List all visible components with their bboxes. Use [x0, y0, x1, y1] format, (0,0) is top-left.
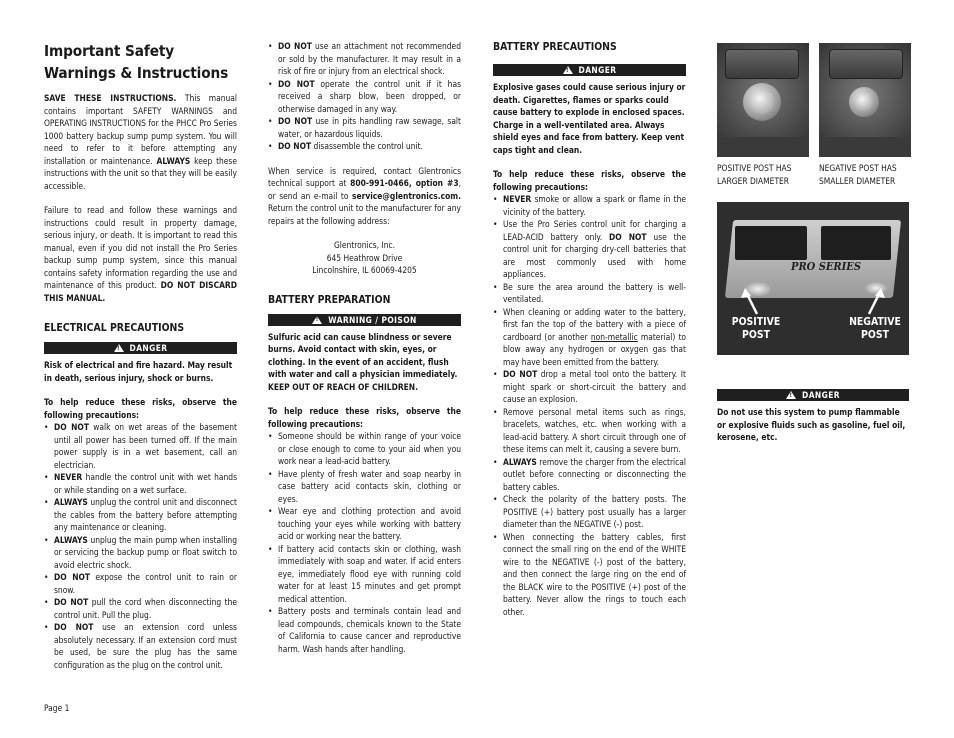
service-paragraph: When service is required, contact Glentronics technical support at 800-991-0466, option #3, or send an e-mail to service@glentronics.com. Return the control unit to the manufacturer for any repairs at the following address:	[268, 165, 461, 226]
warning-banner: !WARNING / POISON	[268, 314, 461, 326]
page-title: Important Safety Warnings & Instructions	[44, 42, 229, 82]
help-heading: To help reduce these risks, observe the following precautions:	[268, 406, 461, 429]
warning-triangle-icon	[114, 344, 124, 352]
list-item: • ALWAYS unplug the main pump when installing or servicing the backup pump or float switch to avoid electric shock.	[44, 534, 237, 572]
negative-post-label: NEGATIVE POST	[849, 316, 901, 341]
warning-triangle-icon	[312, 316, 322, 324]
list-item: • ALWAYS unplug the control unit and disconnect the cables from the battery before attempting any maintenance or cleaning.	[44, 496, 237, 534]
positive-post-photo	[717, 43, 809, 157]
list-item: • DO NOT use an attachment not recommended or sold by the manufacturer. It may result in a risk of fire or injury from an electrical shock.	[268, 40, 461, 78]
electrical-precautions-heading: ELECTRICAL PRECAUTIONS	[44, 322, 185, 334]
list-item: • Wear eye and clothing protection and avoid touching your eyes while working with battery acid or working near the battery.	[268, 505, 461, 543]
list-item: • Check the polarity of the battery posts. The POSITIVE (+) battery post usually has a larger diameter than the NEGATIVE (-) post.	[493, 493, 686, 531]
failure-paragraph: Failure to read and follow these warnings and instructions could result in property damage, serious injury, or death. It is important to read this manual, even if you did not install the Pro Series backup sump pump system, since this manual contains safety information regarding the use and maintenance of this product. DO NOT DISCARD THIS MANUAL.	[44, 205, 237, 303]
negative-post-caption: NEGATIVE POST HAS SMALLER DIAMETER	[819, 163, 897, 186]
list-item: • DO NOT operate the control unit if it has received a sharp blow, been dropped, or otherwise damaged in any way.	[268, 78, 461, 116]
battery-preparation-heading: BATTERY PREPARATION	[268, 293, 391, 306]
list-item: • Use the Pro Series control unit for charging a LEAD-ACID battery only. DO NOT use the control unit for charging dry-cell batteries that are most commonly used with home appliances.	[493, 218, 686, 281]
page-number: Page 1	[44, 703, 70, 713]
address-line-1: Glentronics, Inc.	[333, 240, 396, 250]
help-heading: To help reduce these risks, observe the following precautions:	[493, 169, 686, 192]
list-item: • ALWAYS remove the charger from the electrical outlet before connecting or disconnecting the battery cables.	[493, 456, 686, 494]
address-line-2: 645 Heathrow Drive	[326, 252, 403, 263]
list-item: • When connecting the battery cables, first connect the small ring on the end of the WHITE wire to the NEGATIVE (-) post of the battery, and then connect the large ring on the end of the BLACK wire to the POSITIVE (+) post of the battery. Never allow the rings to touch each other.	[493, 531, 686, 619]
danger-banner: !DANGER	[717, 389, 909, 401]
positive-post-label: POSITIVE POST	[731, 316, 781, 341]
flammable-warning	[717, 389, 909, 444]
list-item: • When cleaning or adding water to the battery, first fan the top of the battery with a piece of cardboard (or another non-metallic material) to blow away any hydrogen or oxygen gas that may have been emitted from the battery.	[493, 306, 686, 369]
list-item: • DO NOT drop a metal tool onto the battery. It might spark or short-circuit the battery and cause an explosion.	[493, 368, 686, 406]
list-item: • NEVER smoke or allow a spark or flame in the vicinity of the battery.	[493, 193, 686, 218]
battery-photo	[717, 202, 909, 355]
warning-triangle-icon	[786, 391, 796, 399]
list-item: • Someone should be within range of your voice or close enough to come to your aid when you work near a lead-acid battery.	[268, 430, 461, 468]
electrical-precautions-list-cont	[268, 40, 461, 153]
list-item: • If battery acid contacts skin or clothing, wash immediately with soap and water. If acid enters eye, immediately flood eye with running cold water for at least 15 minutes and get prompt medical attention.	[268, 543, 461, 606]
danger-text: Explosive gases could cause serious injury or death. Cigarettes, flames or sparks could cause battery to explode in enclosed spaces. Charge in a well-ventilated area. Always shield eyes and face from battery. Keep vent caps tight and clean.	[493, 82, 686, 155]
list-item: • NEVER handle the control unit with wet hands or while standing on a wet surface.	[44, 471, 237, 496]
list-item: • DO NOT disassemble the control unit.	[268, 140, 461, 153]
column-3	[493, 40, 686, 618]
electrical-precautions-list	[44, 421, 237, 671]
battery-precautions-list	[493, 193, 686, 618]
flammable-danger-text: Do not use this system to pump flammable or explosive fluids such as gasoline, fuel oil, kerosene, etc.	[717, 407, 906, 442]
danger-banner: !DANGER	[44, 342, 237, 354]
list-item: • DO NOT expose the control unit to rain or snow.	[44, 571, 237, 596]
column-2	[268, 40, 461, 655]
intro-paragraph: SAVE THESE INSTRUCTIONS. This manual contains important SAFETY WARNINGS and OPERATING INSTRUCTIONS for the PHCC Pro Series 1000 battery backup sump pump system. You will need to refer to it before attempting any installation or maintenance. ALWAYS keep these instructions with the unit so that they will be easily accessible.	[44, 93, 237, 191]
help-heading: To help reduce these risks, observe the following precautions:	[44, 397, 237, 420]
list-item: • DO NOT walk on wet areas of the basement until all power has been turned off. If the main power supply is in a wet basement, call an electrician.	[44, 421, 237, 471]
preparation-list	[268, 430, 461, 655]
list-item: • Have plenty of fresh water and soap nearby in case battery acid contacts skin, clothing or eyes.	[268, 468, 461, 506]
list-item: • Remove personal metal items such as rings, bracelets, watches, etc. when working with a lead-acid battery. A short circuit through one of these items can melt it, causing a severe burn.	[493, 406, 686, 456]
battery-brand-label: PRO SERIES	[791, 260, 861, 273]
list-item: • DO NOT pull the cord when disconnecting the control unit. Pull the plug.	[44, 596, 237, 621]
list-item: • DO NOT use an extension cord unless absolutely necessary. If an extension cord must be used, be sure the plug has the same configuration as the plug on the control unit.	[44, 621, 237, 671]
column-1	[44, 40, 237, 671]
battery-precautions-heading: BATTERY PRECAUTIONS	[493, 41, 617, 53]
positive-post-caption: POSITIVE POST HAS LARGER DIAMETER	[717, 163, 792, 186]
warning-text: Sulfuric acid can cause blindness or severe burns. Avoid contact with skin, eyes, or clothing. In the event of an accident, flush with water and call a physician immediately. KEEP OUT OF REACH OF CHILDREN.	[268, 331, 458, 392]
list-item: • DO NOT use in pits handling raw sewage, salt water, or hazardous liquids.	[268, 115, 461, 140]
danger-banner: !DANGER	[493, 64, 686, 76]
warning-triangle-icon	[563, 66, 573, 74]
address-line-3: Lincolnshire, IL 60069-4205	[312, 265, 417, 275]
electrical-risk-text: Risk of electrical and fire hazard. May result in death, serious injury, shock or burns.	[44, 360, 233, 383]
negative-post-photo	[819, 43, 911, 157]
list-item: • Be sure the area around the battery is well-ventilated.	[493, 281, 686, 306]
list-item: • Battery posts and terminals contain lead and lead compounds, chemicals known to the State of California to cause cancer and reproductive harm. Wash hands after handling.	[268, 605, 461, 655]
